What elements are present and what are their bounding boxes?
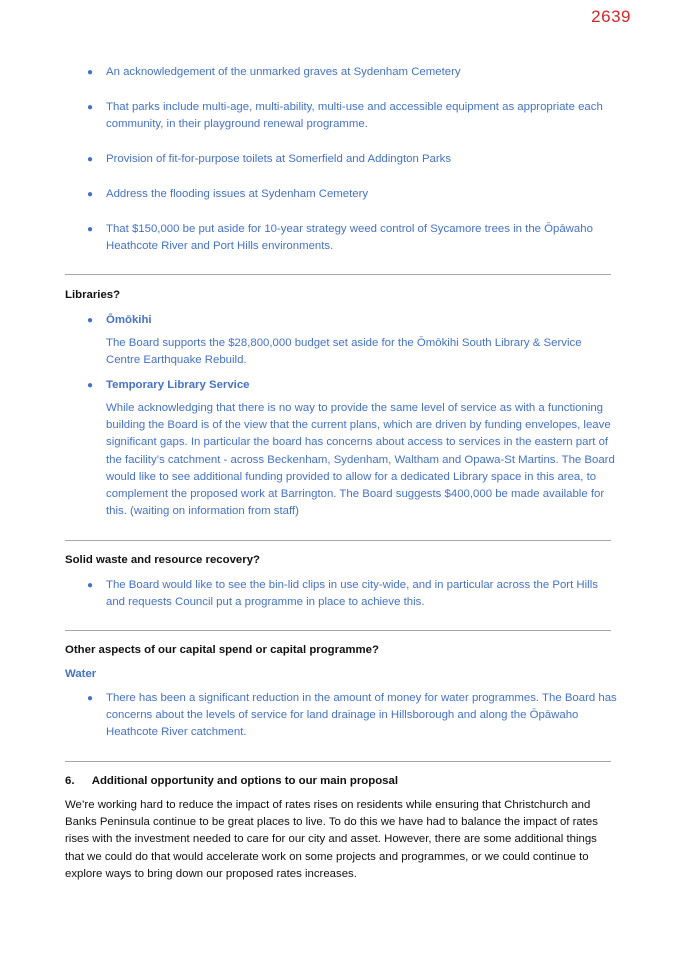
water-subheading: Water [65, 668, 97, 680]
list-item [87, 577, 618, 611]
bullet-dot-icon: ● [87, 693, 94, 704]
list-item [87, 221, 618, 255]
page-number: 2639 [591, 7, 631, 26]
solid-waste-heading: Solid waste and resource recovery? [65, 554, 260, 566]
bullet-dot-icon: ● [87, 67, 94, 78]
capital-heading: Other aspects of our capital spend or capital programme? [65, 644, 379, 656]
list-item [87, 690, 618, 742]
bullet-dot-icon: ● [87, 224, 94, 235]
section-title: Additional opportunity and options to our main proposal [91, 775, 399, 787]
list-item [87, 377, 618, 394]
list-item [87, 312, 618, 329]
library-item-text: While acknowledging that there is no way to provide the same level of service as with a functioning building the Board is of the view that the current plans, which are driven by funding envelopes, leave significant gaps. In particular the board has concerns about access to services in the eastern part of the facility’s catchment - across Beckenham, Sydenham, Waltham and Opawa-St Martins. The Board would like to see additional funding provided to allow for a dedicated Library space in this area, to complement the proposed work at Barrington. The Board suggests $400,000 be made available for this. (waiting on information from staff) [106, 402, 615, 518]
section-number: 6. [65, 775, 75, 787]
section-divider [65, 630, 611, 631]
list-item-text: The Board would like to see the bin-lid clips in use city-wide, and in particular across the Port Hills and requests Council put a programme in place to achieve this. [106, 579, 598, 609]
section-divider [65, 540, 611, 541]
library-item-title: Ōmōkihi [106, 314, 152, 326]
library-item-title: Temporary Library Service [106, 379, 250, 391]
list-item-text: That parks include multi-age, multi-ability, multi-use and accessible equipment as appropriate each community, in their playground renewal programme. [106, 101, 603, 131]
bullet-dot-icon: ● [87, 189, 94, 200]
bullet-dot-icon: ● [87, 315, 94, 326]
list-item-text: That $150,000 be put aside for 10-year strategy weed control of Sycamore trees in the Ōpāwaho Heathcote River and Port Hills environments. [106, 223, 593, 253]
section-divider [65, 761, 611, 762]
section-6-heading [65, 773, 398, 790]
list-item-text: Address the flooding issues at Sydenham Cemetery [106, 188, 369, 200]
bullet-dot-icon: ● [87, 580, 94, 591]
list-item [87, 151, 618, 168]
bullet-dot-icon: ● [87, 380, 94, 391]
library-item-text: The Board supports the $28,800,000 budget set aside for the Ōmōkihi South Library & Service Centre Earthquake Rebuild. [106, 337, 582, 367]
list-item-text: Provision of fit-for-purpose toilets at Somerfield and Addington Parks [106, 153, 452, 165]
list-item [87, 99, 618, 133]
list-item [87, 64, 618, 81]
section-6-paragraph: We’re working hard to reduce the impact of rates rises on residents while ensuring that Christchurch and Banks Peninsula continue to be great places to live. To do this we have had to balance the impact of rates rises with the investment needed to care for our city and asset. However, there are some additional things that we could do that would accelerate work on some projects and programmes, or we could continue to explore ways to bring down our proposed rates increases. [65, 799, 598, 880]
libraries-heading: Libraries? [65, 289, 121, 301]
list-item-text: There has been a significant reduction in the amount of money for water programmes. The Board has concerns about the levels of service for land drainage in Hillsborough and along the Ōpāwaho Heathcote River catchment. [106, 692, 617, 739]
section-divider [65, 274, 611, 275]
list-item-text: An acknowledgement of the unmarked graves at Sydenham Cemetery [106, 66, 461, 78]
bullet-dot-icon: ● [87, 102, 94, 113]
list-item [87, 186, 618, 203]
bullet-dot-icon: ● [87, 154, 94, 165]
